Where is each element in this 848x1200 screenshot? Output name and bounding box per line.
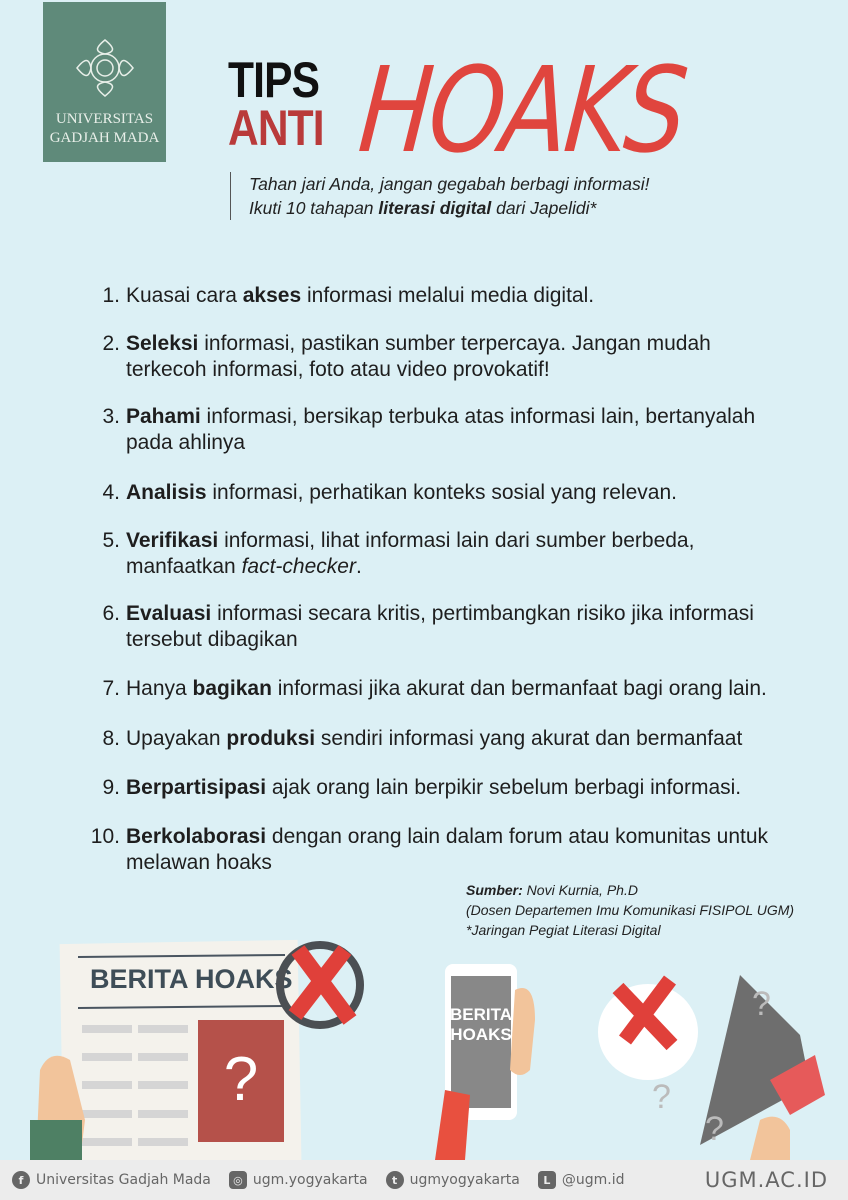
item-keyword: Berkolaborasi — [126, 825, 267, 848]
instagram-icon: ◎ — [229, 1171, 247, 1189]
illustration — [0, 920, 848, 1160]
website-link[interactable]: UGM.AC.ID — [704, 1168, 828, 1192]
title-tips: TIPS — [228, 52, 320, 108]
item-pre: Kuasai cara — [126, 284, 243, 307]
subtitle-line2 — [249, 196, 650, 220]
footer-facebook[interactable] — [12, 1171, 211, 1189]
line-icon: L — [538, 1171, 556, 1189]
item-italic: fact-checker — [241, 555, 356, 578]
item-text — [126, 331, 778, 383]
ugm-emblem-icon — [75, 38, 135, 98]
item-text — [126, 676, 767, 702]
item-post: dengan orang lain dalam forum atau komunitas untuk melawan hoaks — [126, 825, 769, 874]
item-text — [126, 726, 742, 752]
newspaper-headline: BERITA HOAKS — [90, 964, 293, 994]
item-post: informasi melalui media digital. — [301, 284, 595, 307]
item-text — [126, 775, 741, 801]
item-text — [126, 824, 778, 876]
item-post: sendiri informasi yang akurat dan bermanfaat — [315, 727, 743, 750]
source-name: Novi Kurnia, Ph.D — [522, 882, 638, 898]
list-item — [88, 331, 778, 383]
title-anti: ANTI — [228, 100, 324, 156]
phone-text-2: HOAKS — [450, 1025, 512, 1044]
item-number: 8. — [102, 727, 120, 750]
item-number: 3. — [102, 405, 120, 428]
logo-line2: GADJAH MADA — [49, 130, 160, 146]
item-keyword: Verifikasi — [126, 529, 219, 552]
item-text — [126, 404, 778, 456]
subtitle-line1: Tahan jari Anda, jangan gegabah berbagi informasi! — [249, 174, 650, 194]
phone-illustration — [435, 964, 535, 1160]
item-number: 6. — [102, 602, 120, 625]
source-affiliation: (Dosen Departemen Imu Komunikasi FISIPOL UGM) — [466, 902, 795, 918]
item-post: informasi, bersikap terbuka atas informasi lain, bertanyalah pada ahlinya — [126, 405, 756, 454]
svg-text:?: ? — [752, 985, 771, 1023]
item-post: informasi, perhatikan konteks sosial yang relevan. — [206, 481, 677, 504]
list-item — [88, 726, 778, 752]
item-post: informasi, pastikan sumber terpercaya. Jangan mudah terkecoh informasi, foto atau video provokatif! — [126, 332, 711, 381]
facebook-label: Universitas Gadjah Mada — [36, 1172, 211, 1188]
logo-line1: UNIVERSITAS — [55, 111, 154, 127]
item-post: informasi, lihat informasi lain dari sumber berbeda, manfaatkan — [126, 529, 695, 578]
list-item — [88, 601, 778, 653]
list-item — [88, 480, 778, 506]
item-post: ajak orang lain berpikir sebelum berbagi informasi. — [266, 776, 742, 799]
item-number: 4. — [102, 481, 120, 504]
item-post2: . — [355, 555, 362, 578]
item-keyword: akses — [242, 284, 302, 307]
item-keyword: Analisis — [126, 481, 207, 504]
megaphone-illustration — [598, 975, 825, 1160]
item-post: informasi jika akurat dan bermanfaat bagi orang lain. — [271, 677, 767, 700]
title-hoaks: HOAKS — [354, 41, 690, 179]
item-number: 7. — [102, 677, 120, 700]
item-text — [126, 480, 677, 506]
item-number: 9. — [102, 776, 120, 799]
item-post: informasi secara kritis, pertimbangkan risiko jika informasi tersebut dibagikan — [126, 602, 754, 651]
item-number: 2. — [102, 332, 120, 355]
item-keyword: Berpartisipasi — [126, 776, 267, 799]
svg-text:?: ? — [652, 1078, 671, 1116]
twitter-icon: t — [386, 1171, 404, 1189]
item-keyword: produksi — [226, 727, 316, 750]
item-number: 5. — [102, 529, 120, 552]
footer-line[interactable] — [538, 1171, 625, 1189]
item-text — [126, 283, 594, 309]
question-mark: ? — [223, 1045, 259, 1114]
source-label: Sumber: — [466, 882, 523, 898]
item-text — [126, 528, 778, 580]
list-item — [88, 824, 778, 876]
list-item — [88, 775, 778, 801]
newspaper-illustration — [30, 940, 360, 1160]
item-pre: Upayakan — [126, 727, 227, 750]
list-item — [88, 676, 778, 702]
list-item — [88, 528, 778, 580]
subtitle — [230, 172, 650, 220]
item-keyword: Evaluasi — [126, 602, 212, 625]
footer-instagram[interactable] — [229, 1171, 368, 1189]
facebook-icon: f — [12, 1171, 30, 1189]
item-keyword: Seleksi — [126, 332, 199, 355]
item-number: 10. — [90, 825, 120, 848]
list-item — [88, 283, 778, 309]
svg-text:?: ? — [705, 1110, 724, 1148]
list-item — [88, 404, 778, 456]
line-label: @ugm.id — [561, 1172, 625, 1188]
subtitle-bold: literasi digital — [378, 198, 492, 218]
footer-twitter[interactable] — [386, 1171, 520, 1189]
item-number: 1. — [102, 284, 120, 307]
phone-text-1: BERITA — [449, 1005, 513, 1024]
footer — [0, 1160, 848, 1200]
item-text — [126, 601, 778, 653]
ugm-logo — [43, 2, 166, 162]
twitter-label: ugmyogyakarta — [409, 1172, 520, 1188]
subtitle-text: dari Japelidi* — [491, 198, 597, 218]
source-note: *Jaringan Pegiat Literasi Digital — [466, 922, 661, 938]
item-keyword: Pahami — [126, 405, 201, 428]
instagram-label: ugm.yogyakarta — [252, 1172, 368, 1188]
item-pre: Hanya — [126, 677, 193, 700]
item-keyword: bagikan — [192, 677, 272, 700]
subtitle-text: Ikuti 10 tahapan — [249, 198, 379, 218]
